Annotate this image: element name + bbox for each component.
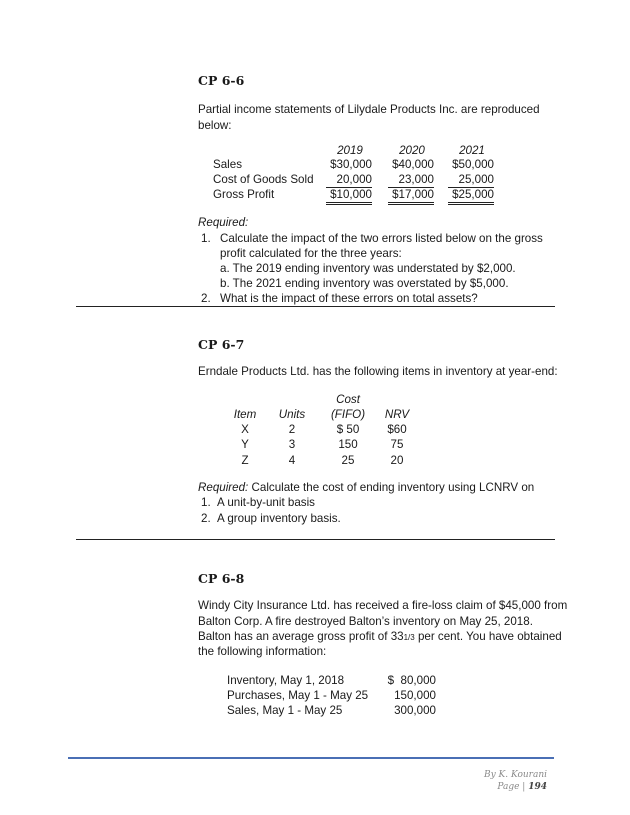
- footer-rule: [68, 757, 554, 759]
- cp66-year-2021: 2021: [459, 144, 485, 157]
- cp68-line1: Windy City Insurance Ltd. has received a fire-loss claim of $45,000 from: [198, 599, 568, 612]
- cp66-required-label: Required:: [198, 216, 249, 229]
- cp67-row-x-item: X: [241, 423, 249, 436]
- cp68-row-purchases-label: Purchases, May 1 - May 25: [227, 689, 369, 702]
- cp66-sales-2021: $50,000: [452, 158, 494, 171]
- cp66-year-2020: 2020: [399, 144, 425, 157]
- cp68-heading: CP 6-8: [198, 571, 245, 586]
- cp66-cogs-2021: 25,000: [448, 172, 494, 188]
- cp67-item1-number: 1.: [201, 496, 211, 509]
- cp67-row-x-units: 2: [288, 423, 296, 436]
- cp67-intro: Erndale Products Ltd. has the following items in inventory at year-end:: [198, 365, 558, 378]
- cp67-row-y-item: Y: [241, 438, 249, 451]
- cp66-q1a: a. The 2019 ending inventory was understated by $2,000.: [220, 262, 516, 275]
- footer-author: By K. Kourani: [483, 770, 547, 780]
- cp66-q1-number: 1.: [201, 232, 211, 245]
- cp67-required: [198, 480, 534, 496]
- cp68-row-inventory-value: $ 80,000: [387, 674, 436, 687]
- cp66-sales-2019: $30,000: [330, 158, 372, 171]
- cp68-line2: Balton Corp. A fire destroyed Balton’s inventory on May 25, 2018.: [198, 615, 533, 628]
- cp67-col-nrv: NRV: [384, 408, 410, 421]
- cp67-item2-text: A group inventory basis.: [217, 512, 341, 525]
- cp67-row-z-cost: 25: [341, 454, 355, 467]
- cp67-col-cost-top: Cost: [336, 393, 360, 406]
- cp66-q1-line1: Calculate the impact of the two errors listed below on the gross: [220, 232, 543, 245]
- cp67-row-x-nrv: $60: [387, 423, 407, 436]
- cp67-row-y-cost: 150: [338, 438, 358, 451]
- cp66-gp-2021: $25,000: [448, 187, 494, 205]
- cp67-col-units: Units: [278, 408, 306, 421]
- cp68-row-sales-value: 300,000: [394, 704, 436, 717]
- cp66-row-sales-label: Sales: [213, 158, 243, 171]
- section-divider-1: [76, 306, 555, 307]
- cp68-row-sales-label: Sales, May 1 - May 25: [227, 704, 343, 717]
- cp66-cogs-2020: 23,000: [388, 172, 434, 188]
- cp66-gp-2020: $17,000: [388, 187, 434, 205]
- cp66-intro-line1: Partial income statements of Lilydale Products Inc. are reproduced: [198, 103, 540, 116]
- cp67-row-z-nrv: 20: [390, 454, 404, 467]
- cp68-line3-pre: Balton has an average gross profit of 33: [198, 630, 404, 643]
- cp66-intro-line2: below:: [198, 119, 232, 132]
- cp66-q2: What is the impact of these errors on total assets?: [220, 292, 478, 305]
- cp66-heading: CP 6-6: [198, 73, 245, 88]
- cp66-year-2019: 2019: [337, 144, 363, 157]
- cp66-gp-2019: $10,000: [326, 187, 372, 205]
- cp68-line3-fraction: 1/3: [403, 633, 415, 642]
- cp68-row-purchases-value: 150,000: [394, 689, 436, 702]
- cp66-q1b: b. The 2021 ending inventory was overstated by $5,000.: [220, 277, 509, 290]
- cp67-row-z-units: 4: [288, 454, 296, 467]
- cp66-row-gp-label: Gross Profit: [213, 188, 275, 201]
- cp67-row-y-nrv: 75: [390, 438, 404, 451]
- cp67-row-z-item: Z: [241, 454, 249, 467]
- cp67-required-label: Required:: [198, 481, 249, 494]
- cp68-line4: the following information:: [198, 645, 327, 658]
- cp66-sales-2020: $40,000: [392, 158, 434, 171]
- cp66-q1-line2: profit calculated for the three years:: [220, 247, 402, 260]
- cp67-row-x-cost: $ 50: [336, 423, 360, 436]
- cp67-col-item: Item: [233, 408, 257, 421]
- cp67-col-fifo: (FIFO): [330, 408, 366, 421]
- section-divider-2: [76, 539, 555, 540]
- cp66-row-cogs-label: Cost of Goods Sold: [213, 173, 314, 186]
- cp67-required-text: Calculate the cost of ending inventory using LCNRV on: [248, 481, 535, 494]
- footer-page: [400, 782, 547, 792]
- cp66-cogs-2019: 20,000: [326, 172, 372, 188]
- cp67-item2-number: 2.: [201, 512, 211, 525]
- cp67-item1-text: A unit-by-unit basis: [217, 496, 315, 509]
- cp66-q2-number: 2.: [201, 292, 211, 305]
- footer-page-label: Page |: [497, 782, 529, 792]
- cp68-line3-post: per cent. You have obtained: [414, 630, 562, 643]
- footer-page-number: 194: [528, 782, 547, 792]
- cp68-row-inventory-label: Inventory, May 1, 2018: [227, 674, 345, 687]
- cp67-heading: CP 6-7: [198, 337, 245, 352]
- cp67-row-y-units: 3: [288, 438, 296, 451]
